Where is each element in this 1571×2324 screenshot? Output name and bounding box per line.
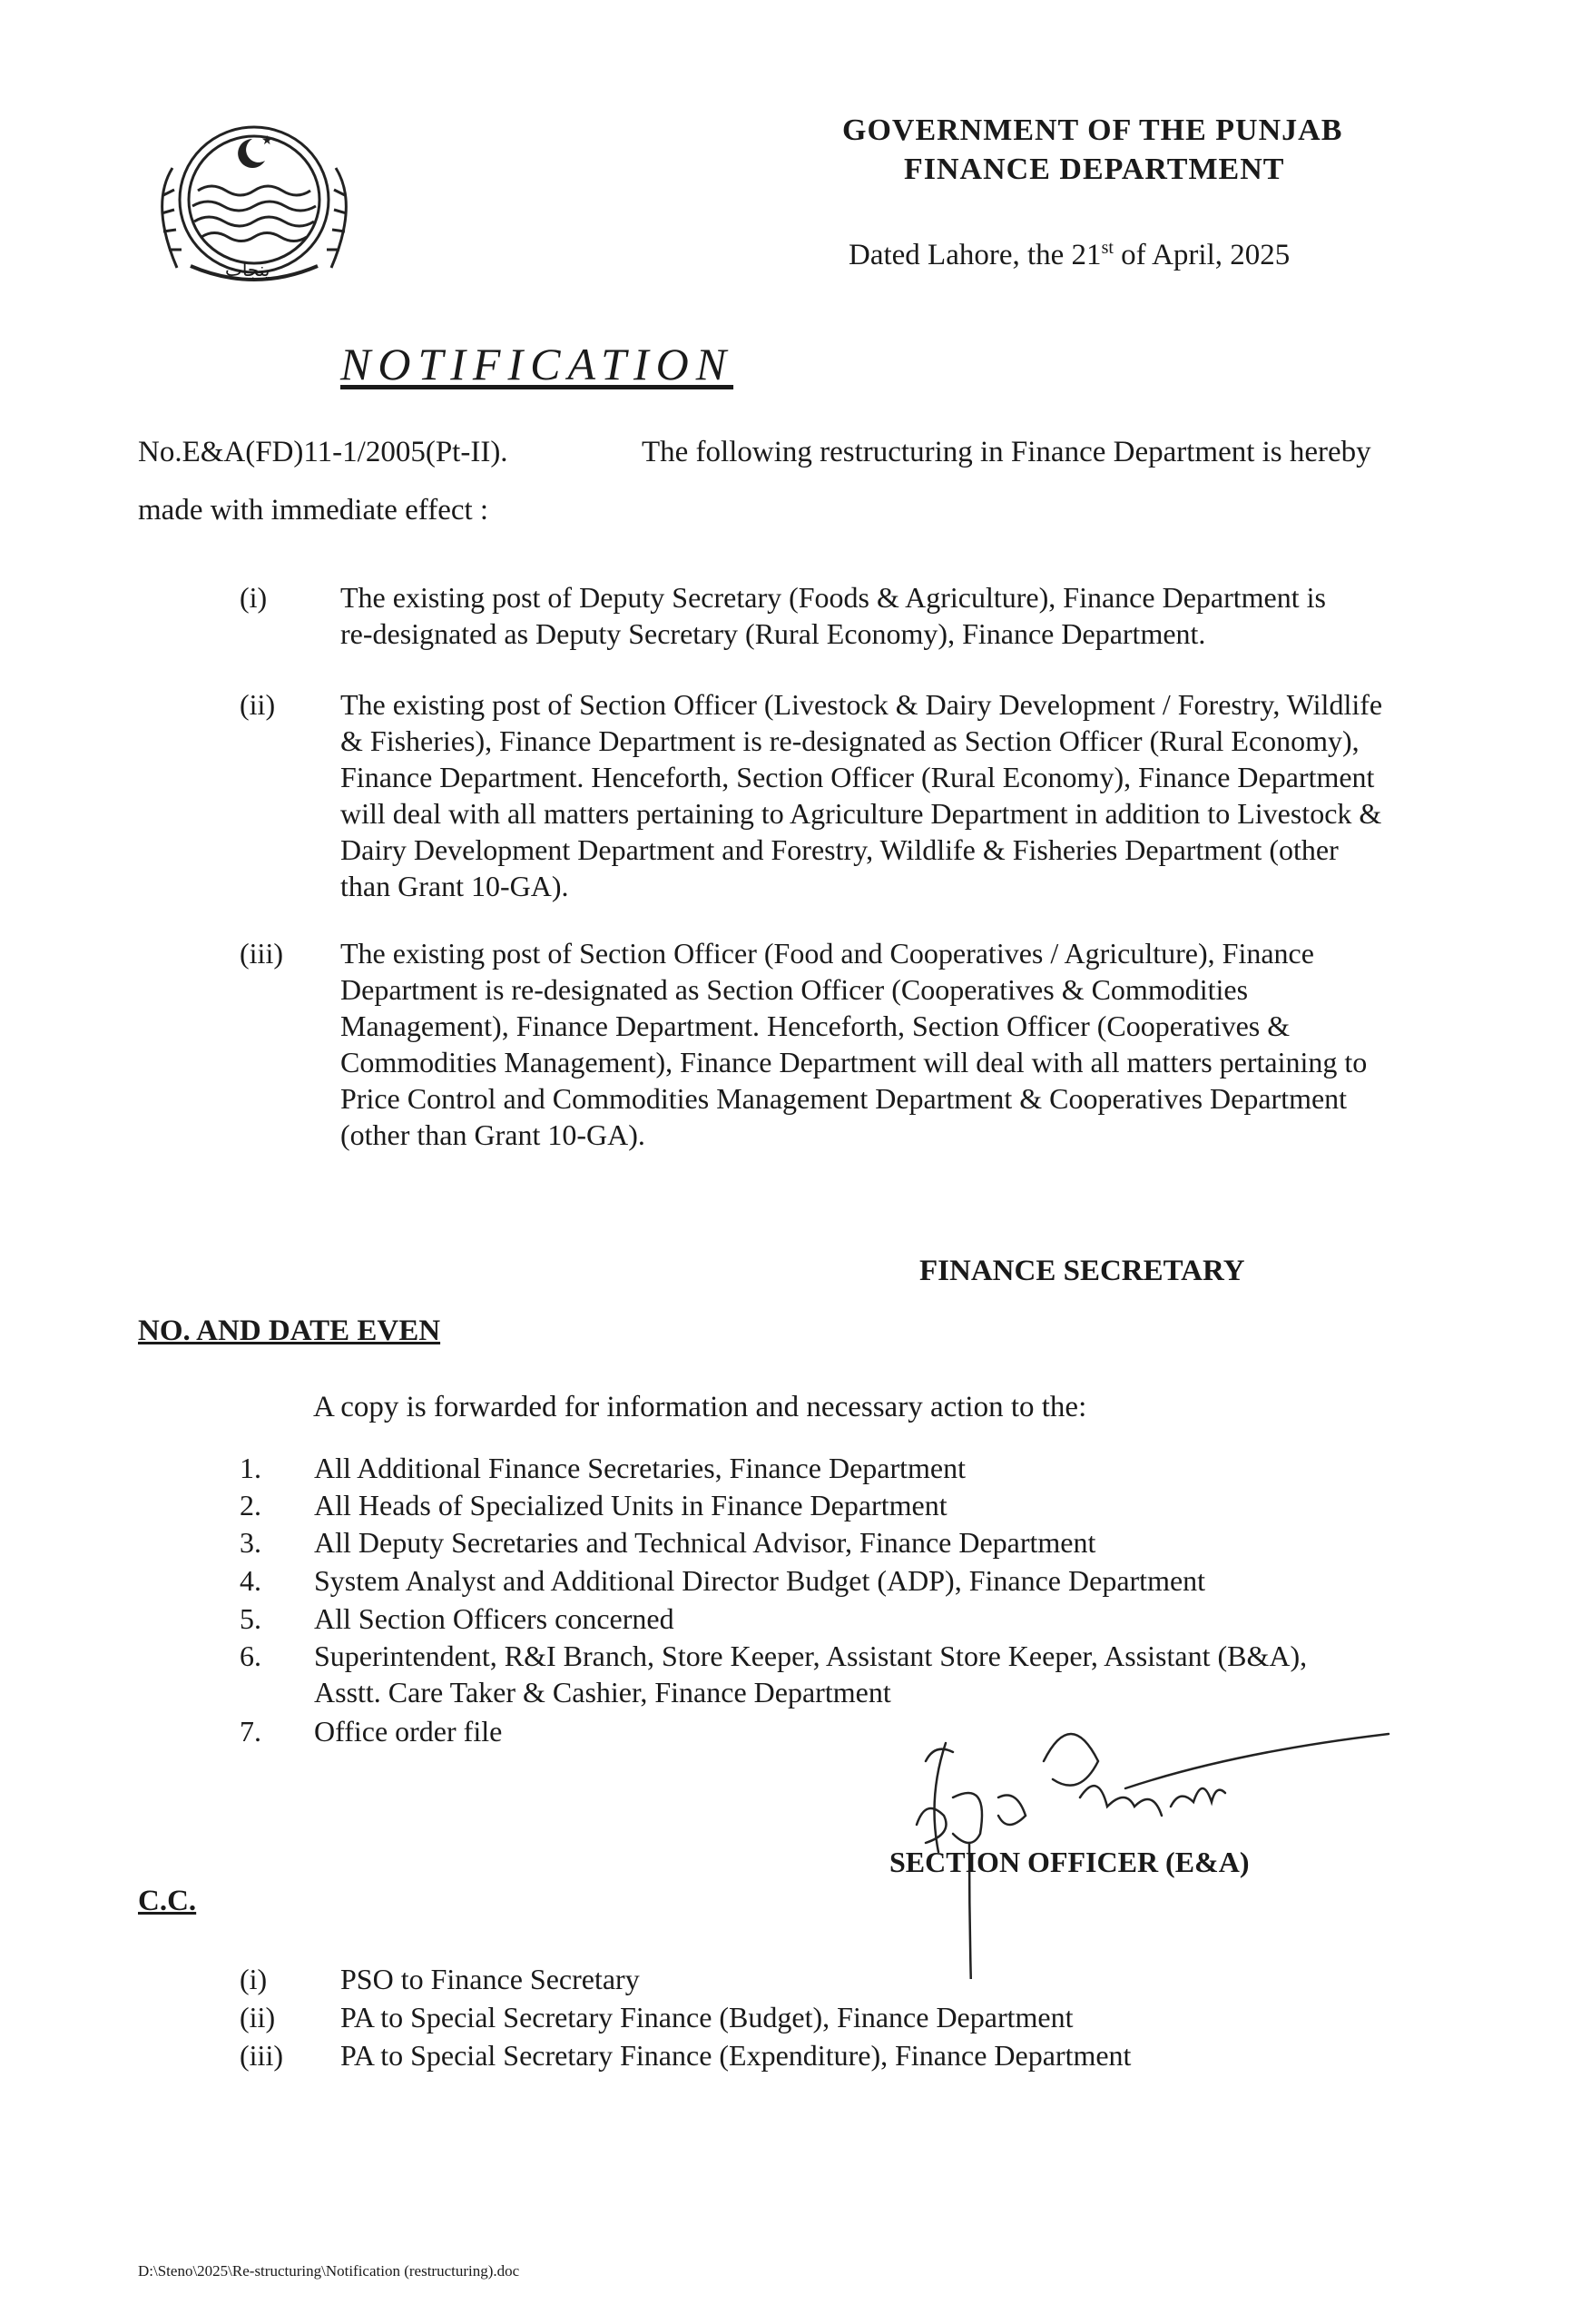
header-date: Dated Lahore, the 21st of April, 2025 [849,238,1291,271]
emblem-caption: پنجاب [225,259,270,281]
item-line: The existing post of Deputy Secretary (Foods & Agriculture), Finance Department is [340,581,1326,614]
svg-text:★: ★ [261,133,273,148]
item-line: than Grant 10-GA). [340,870,569,902]
item-line: & Fisheries), Finance Department is re-designated as Section Officer (Rural Economy), [340,724,1360,757]
item-line: Price Control and Commodities Management Department & Cooperatives Department [340,1082,1348,1115]
government-of-punjab-emblem [136,113,372,295]
endorsement-intro: A copy is forwarded for information and necessary action to the: [313,1391,1087,1423]
footer-file-path: D:\Steno\2025\Re-structuring\Notification (restructuring).doc [138,2262,520,2280]
endorsement-heading: NO. AND DATE EVEN [138,1315,441,1347]
signatory-finance-secretary: FINANCE SECRETARY [919,1255,1245,1287]
item-line: The existing post of Section Officer (Food and Cooperatives / Agriculture), Finance [340,937,1314,970]
item-line: The existing post of Section Officer (Livestock & Dairy Development / Forestry, Wildlife [340,688,1383,721]
item-line: Department is re-designated as Section Officer (Cooperatives & Commodities [340,973,1249,1006]
item-line: (other than Grant 10-GA). [340,1118,645,1151]
cc-heading: C.C. [138,1885,197,1917]
notification-title: NOTIFICATION [340,339,734,389]
item-marker: (iii) [240,937,283,970]
item-line: will deal with all matters pertaining to Agriculture Department in addition to Livestock & [340,797,1382,830]
handwritten-signature [898,1707,1407,1979]
item-line: Finance Department. Henceforth, Section Officer (Rural Economy), Finance Department [340,761,1375,793]
header-government: GOVERNMENT OF THE PUNJAB [842,113,1343,147]
item-line: Dairy Development Department and Forestry, Wildlife & Fisheries Department (other [340,833,1339,866]
item-line: Management), Finance Department. Henceforth, Section Officer (Cooperatives & [340,1009,1291,1042]
notification-intro-line2: made with immediate effect : [138,494,489,527]
notification-reference: No.E&A(FD)11-1/2005(Pt-II). [138,436,508,468]
item-marker: (ii) [240,688,276,721]
item-line: re-designated as Deputy Secretary (Rural Economy), Finance Department. [340,617,1206,650]
item-line: Commodities Management), Finance Department will deal with all matters pertaining to [340,1046,1368,1078]
item-marker: (i) [240,581,268,614]
notification-intro-line1: The following restructuring in Finance Department is hereby [642,436,1371,468]
header-department: FINANCE DEPARTMENT [904,153,1285,186]
section-officer-signatory: SECTION OFFICER (E&A) [889,1846,1250,1878]
